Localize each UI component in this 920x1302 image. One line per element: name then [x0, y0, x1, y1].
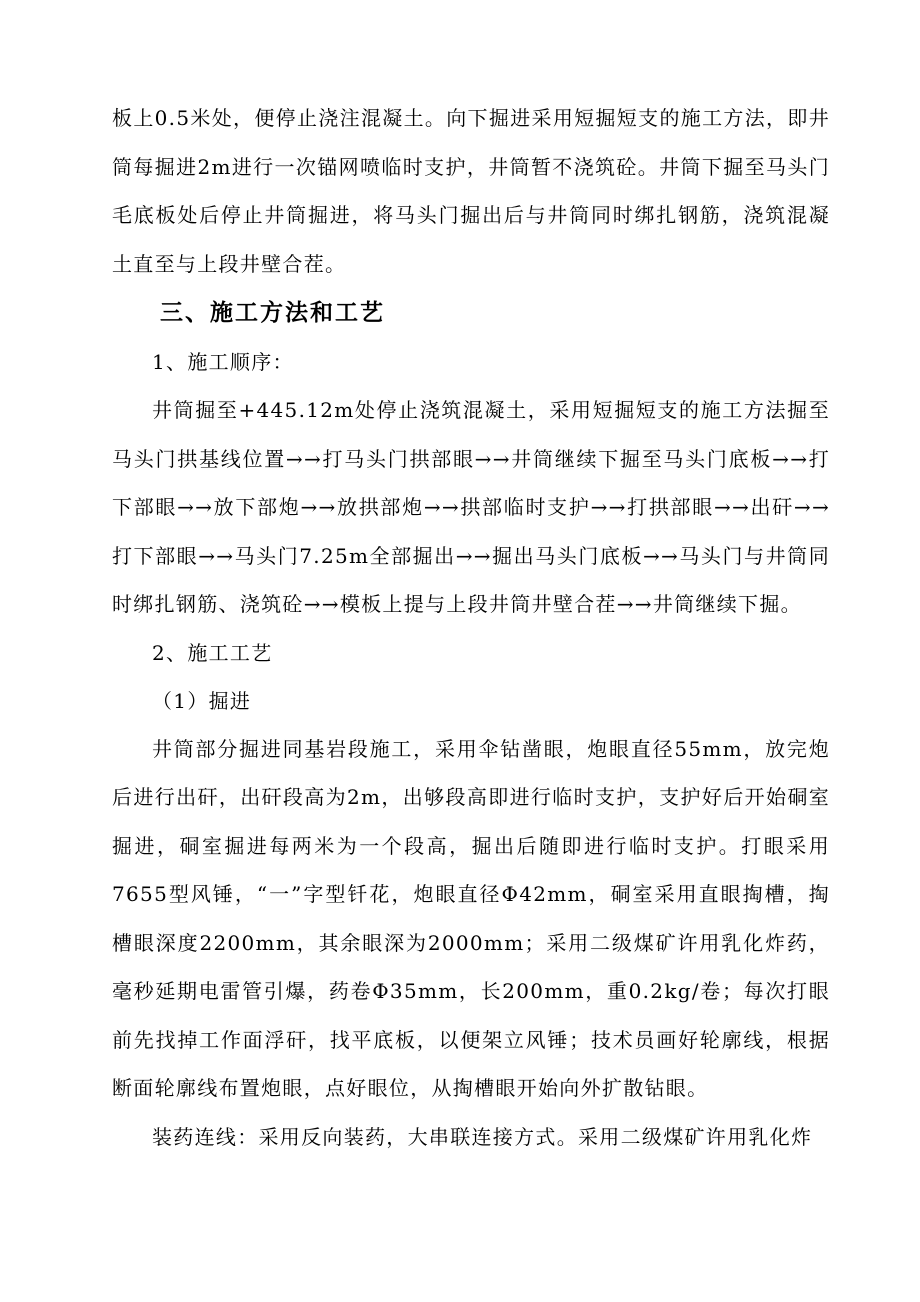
paragraph-charging: 装药连线：采用反向装药，大串联连接方式。采用二级煤矿许用乳化炸 — [152, 1124, 813, 1149]
paragraph-continuation: 板上0.5米处，便停止浇注混凝土。向下掘进采用短掘短支的施工方法，即井筒每掘进2m进行一次锚网喷临时支护，井筒暂不浇筑砼。井筒下掘至马头门毛底板处后停止井筒掘进，将马头门掘出后与井筒同时绑扎钢筋，浇筑混凝土直至与上段井壁合茬。 — [112, 106, 830, 276]
paragraph-excavation: 井筒部分掘进同基岩段施工，采用伞钻凿眼，炮眼直径55mm，放完炮后进行出矸，出矸段高为2m，出够段高即进行临时支护，支护好后开始硐室掘进，硐室掘进每两米为一个段高，掘出后随即进行临时支护。打眼采用7655型风锤，“一”字型钎花，炮眼直径Φ42mm，硐室采用直眼掏槽，掏槽眼深度2200mm，其余眼深为2000mm；采用二级煤矿许用乳化炸药，毫秒延期电雷管引爆，药卷Φ35mm，长200mm，重0.2kg/卷；每次打眼前先找掉工作面浮矸，找平底板，以便架立风锤；技术员画好轮廓线，根据断面轮廓线布置炮眼，点好眼位，从掏槽眼开始向外扩散钻眼。 — [112, 736, 830, 1100]
document-body — [112, 94, 830, 1161]
subsection-excavation: （1）掘进 — [152, 688, 252, 713]
paragraph-sequence: 井筒掘至+445.12m处停止浇筑混凝土，采用短掘短支的施工方法掘至马头门拱基线位置→→打马头门拱部眼→→井筒继续下掘至马头门底板→→打下部眼→→放下部炮→→放拱部炮→→拱部临时支护→→打拱部眼→→出矸→→打下部眼→→马头门7.25m全部掘出→→掘出马头门底板→→马头门与井筒同时绑扎钢筋、浇筑砼→→模板上提与上段井筒井壁合茬→→井筒继续下掘。 — [112, 398, 830, 616]
section-heading: 三、施工方法和工艺 — [160, 299, 385, 326]
subsection-construction-process: 2、施工工艺 — [152, 640, 273, 665]
subsection-construction-sequence: 1、施工顺序： — [152, 350, 294, 374]
